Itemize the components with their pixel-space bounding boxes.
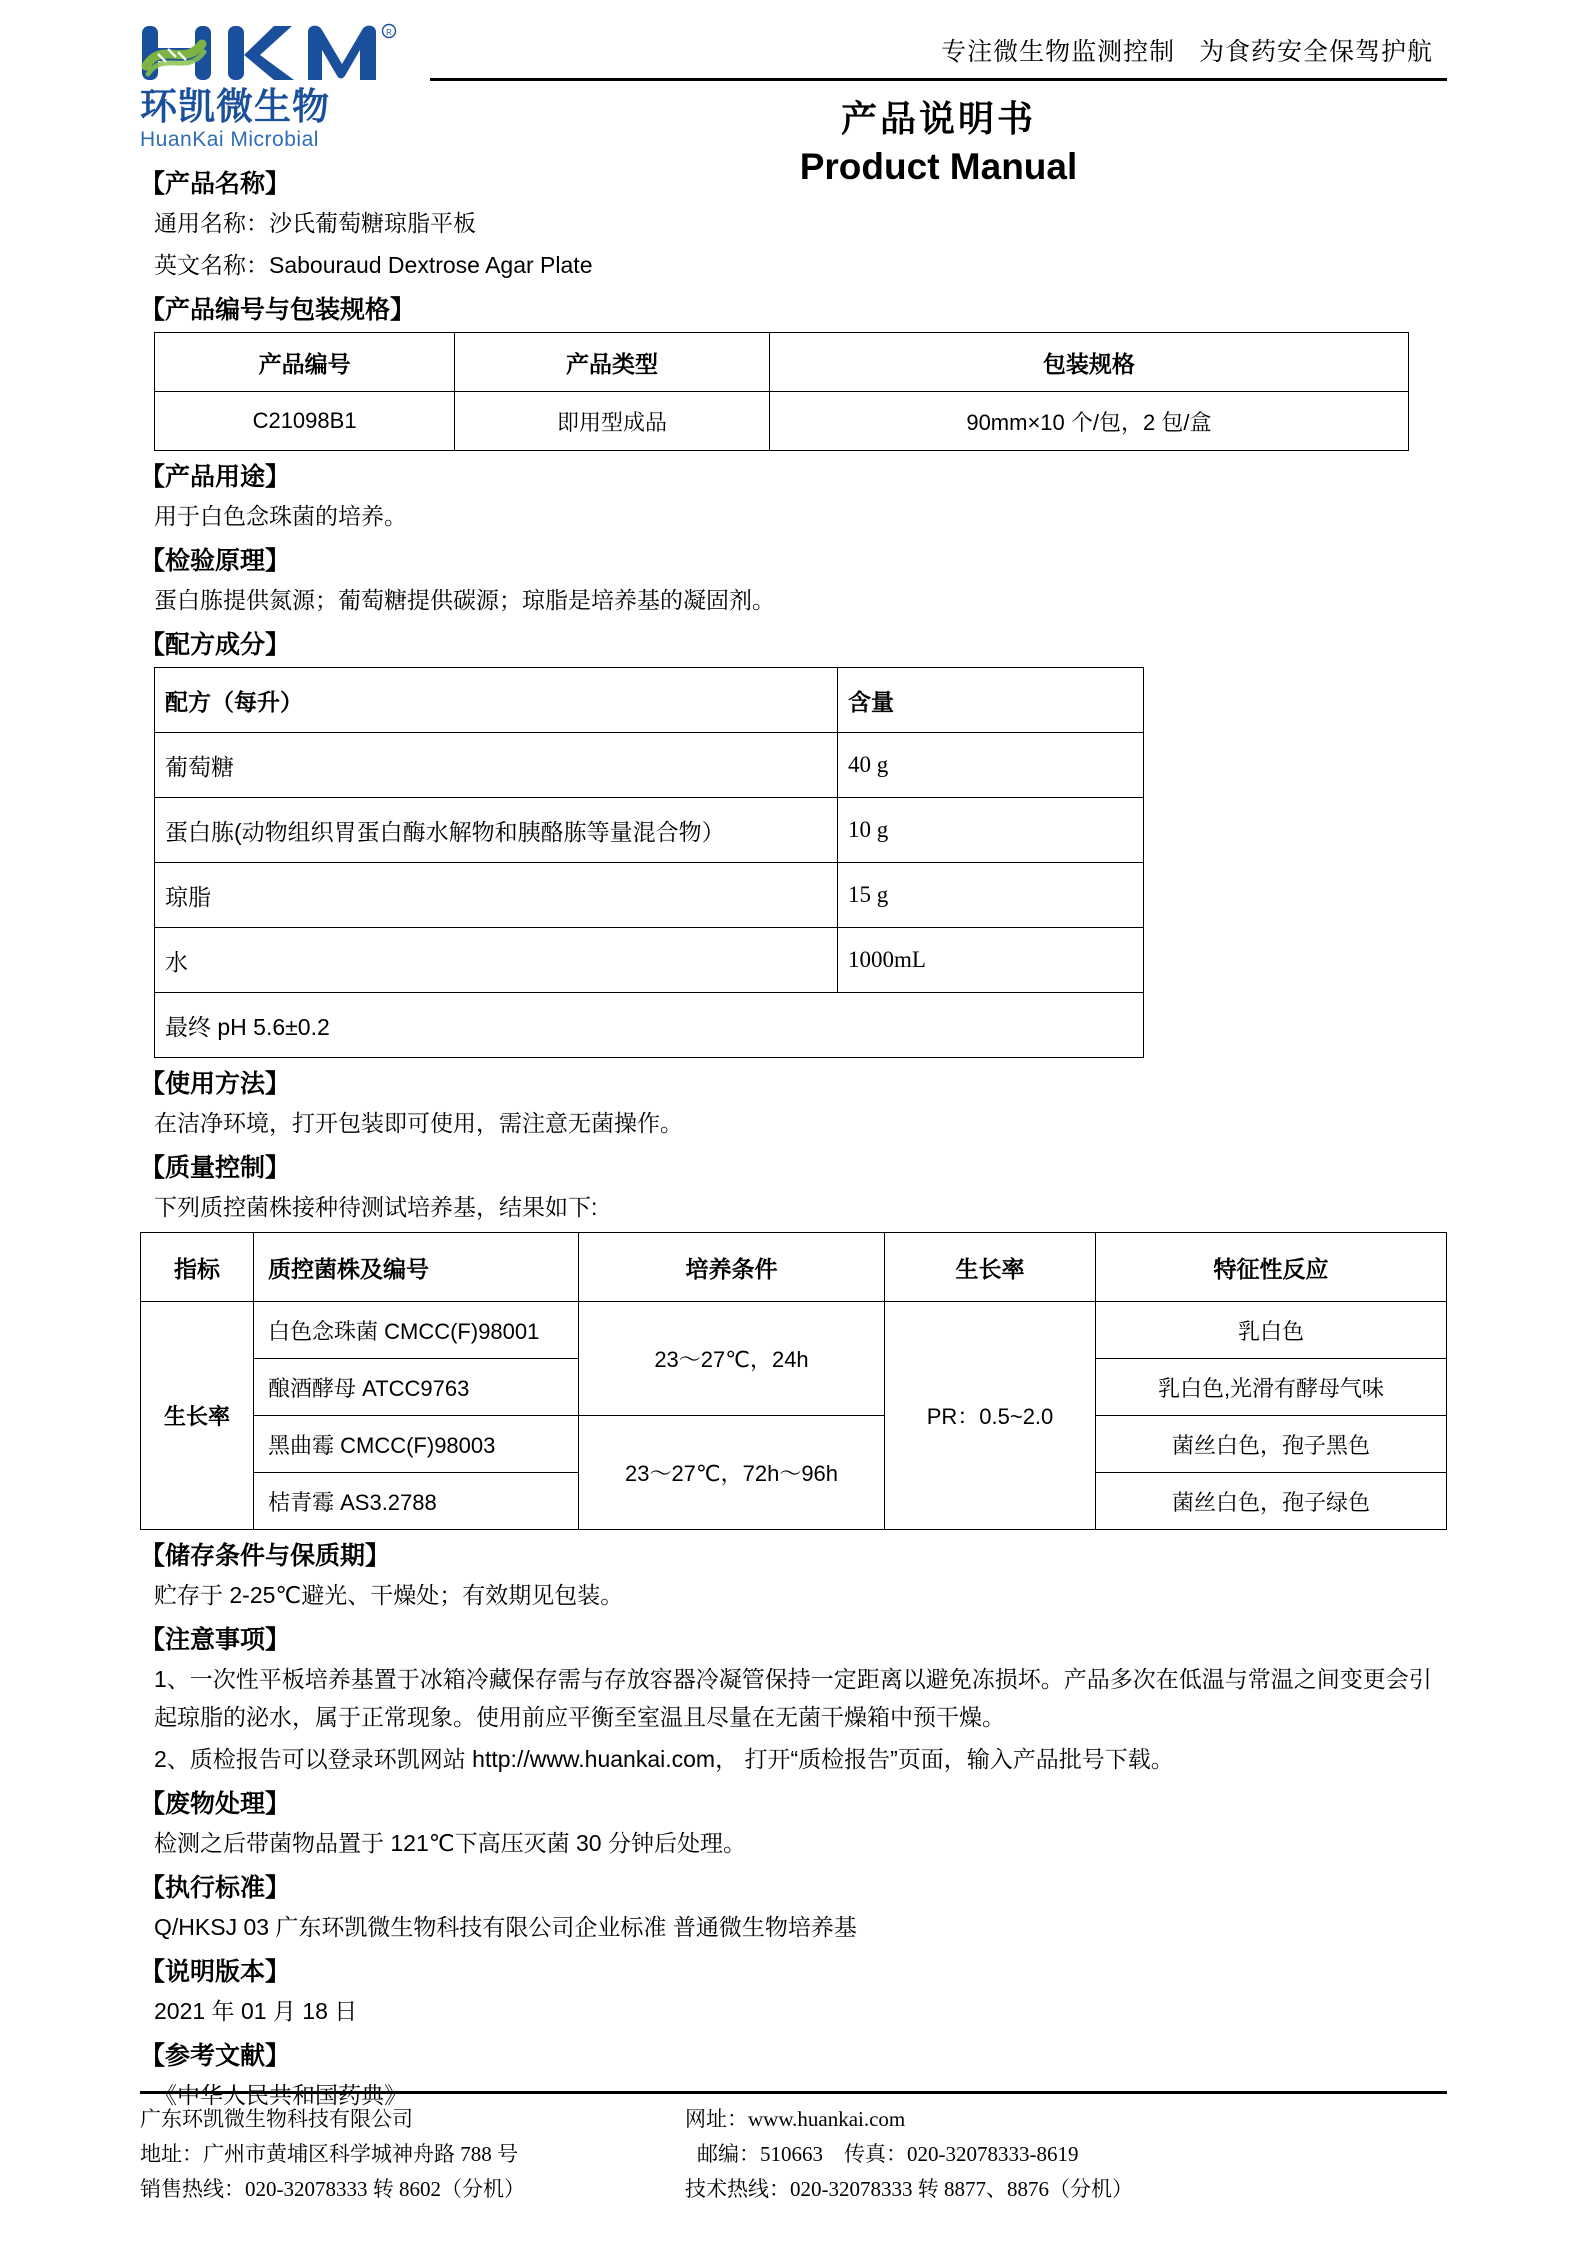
qc-col-growth-rate: 生长率 (885, 1233, 1096, 1302)
footer-website: 网址：www.huankai.com (685, 2107, 906, 2131)
formula-amount-agar: 15 g (838, 863, 1144, 928)
section-heading-precautions: 【注意事项】 (140, 1626, 291, 1654)
qc-strain-3: 黑曲霉 CMCC(F)98003 (254, 1416, 579, 1473)
english-name-value: Sabouraud Dextrose Agar Plate (269, 252, 593, 278)
qc-condition-1: 23～27℃，24h (579, 1302, 885, 1416)
common-name-value: 沙氏葡萄糖琼脂平板 (269, 210, 476, 236)
section-heading-usage: 【产品用途】 (140, 463, 291, 491)
section-heading-formula: 【配方成分】 (140, 631, 291, 659)
page-title-cn: 产品说明书 (840, 98, 1036, 139)
qc-reaction-4: 菌丝白色，孢子绿色 (1096, 1473, 1447, 1530)
precaution-item-1: 1、一次性平板培养基置于冰箱冷藏保存需与存放容器冷凝管保持一定距离以避免冻损坏。产品多次在低温与常温之间变更会引起琼脂的泌水，属于正常现象。使用前应平衡至室温且尽量在无菌干燥箱中预干燥。 (154, 1666, 1432, 1730)
table-row (155, 798, 1144, 863)
usage-text: 用于白色念珠菌的培养。 (154, 503, 407, 529)
qc-reaction-2: 乳白色,光滑有酵母气味 (1096, 1359, 1447, 1416)
formula-amount-glucose: 40 g (838, 733, 1144, 798)
qc-col-reaction: 特征性反应 (1096, 1233, 1447, 1302)
qc-strain-4: 桔青霉 AS3.2788 (254, 1473, 579, 1530)
formula-amount-peptone: 10 g (838, 798, 1144, 863)
qc-reaction-3: 菌丝白色，孢子黑色 (1096, 1416, 1447, 1473)
spec-col-code: 产品编号 (155, 333, 455, 392)
section-heading-spec: 【产品编号与包装规格】 (140, 296, 416, 324)
section-heading-method: 【使用方法】 (140, 1070, 291, 1098)
table-row (155, 928, 1144, 993)
common-name-line (154, 204, 1447, 242)
precaution-item-2: 2、质检报告可以登录环凯网站 http://www.huankai.com， 打开“质检报告”页面，输入产品批号下载。 (154, 1746, 1174, 1772)
hkm-logo-icon (140, 22, 425, 84)
qc-growth-rate-value: PR：0.5~2.0 (885, 1302, 1096, 1530)
standard-text: Q/HKSJ 03 广东环凯微生物科技有限公司企业标准 普通微生物培养基 (154, 1914, 857, 1940)
quality-control-intro: 下列质控菌株接种待测试培养基，结果如下: (154, 1194, 598, 1220)
table-header-row (141, 1233, 1447, 1302)
spec-col-type: 产品类型 (455, 333, 770, 392)
qc-indicator-value: 生长率 (141, 1302, 254, 1530)
section-heading-reference: 【参考文献】 (140, 2042, 291, 2070)
table-row (141, 1416, 1447, 1473)
formula-table (154, 667, 1144, 1058)
spec-col-package: 包装规格 (769, 333, 1408, 392)
section-heading-waste: 【废物处理】 (140, 1790, 291, 1818)
section-heading-quality-control: 【质量控制】 (140, 1154, 291, 1182)
storage-text: 贮存于 2-25℃避光、干燥处；有效期见包装。 (154, 1582, 624, 1608)
quality-control-table (140, 1232, 1447, 1530)
formula-ph-value: 最终 pH 5.6±0.2 (155, 993, 1144, 1058)
header-right (430, 0, 1447, 188)
formula-name-peptone: 蛋白胨(动物组织胃蛋白酶水解物和胰酪胨等量混合物） (155, 798, 838, 863)
spec-value-code: C21098B1 (155, 392, 455, 451)
spec-table (154, 332, 1409, 451)
section-heading-standard: 【执行标准】 (140, 1874, 291, 1902)
reference-text: 《中华人民共和国药典》 (154, 2082, 407, 2108)
qc-col-condition: 培养条件 (579, 1233, 885, 1302)
table-row (141, 1302, 1447, 1359)
hkm-logo-mark (140, 22, 430, 84)
footer-sales-hotline: 销售热线：020-32078333 转 8602（分机） (140, 2177, 525, 2201)
table-row (155, 863, 1144, 928)
company-slogan: 专注微生物监测控制 为食药安全保驾护航 (941, 38, 1433, 66)
formula-col-amount: 含量 (838, 668, 1144, 733)
qc-reaction-1: 乳白色 (1096, 1302, 1447, 1359)
waste-text: 检测之后带菌物品置于 121℃下高压灭菌 30 分钟后处理。 (154, 1830, 746, 1856)
table-row (155, 733, 1144, 798)
footer-column-left (140, 2102, 685, 2207)
document-content (140, 164, 1447, 2114)
common-name-label: 通用名称： (154, 210, 269, 236)
principle-text: 蛋白胨提供氮源；葡萄糖提供碳源；琼脂是培养基的凝固剂。 (154, 587, 775, 613)
section-heading-version: 【说明版本】 (140, 1958, 291, 1986)
header-divider (430, 78, 1447, 81)
section-heading-product-name: 【产品名称】 (140, 170, 291, 198)
spec-value-type: 即用型成品 (455, 392, 770, 451)
formula-name-water: 水 (155, 928, 838, 993)
footer-column-right (685, 2102, 1447, 2207)
qc-col-strain: 质控菌株及编号 (254, 1233, 579, 1302)
logo-company-cn: 环凯微生物 (140, 86, 330, 127)
qc-condition-2: 23～27℃，72h～96h (579, 1416, 885, 1530)
qc-col-indicator: 指标 (141, 1233, 254, 1302)
method-text: 在洁净环境，打开包装即可使用，需注意无菌操作。 (154, 1110, 683, 1136)
formula-amount-water: 1000mL (838, 928, 1144, 993)
company-logo (140, 0, 430, 152)
english-name-line (154, 246, 1447, 284)
table-header-row (155, 333, 1409, 392)
footer-divider (140, 2091, 1447, 2094)
qc-strain-1: 白色念珠菌 CMCC(F)98001 (254, 1302, 579, 1359)
table-header-row (155, 668, 1144, 733)
english-name-label: 英文名称： (154, 252, 269, 278)
page-title-en: Product Manual (799, 146, 1078, 187)
svg-text:R: R (386, 28, 392, 37)
footer-tech-hotline: 技术热线：020-32078333 转 8877、8876（分机） (685, 2177, 1133, 2201)
formula-col-name: 配方（每升） (155, 668, 838, 733)
version-text: 2021 年 01 月 18 日 (154, 1998, 358, 2024)
formula-name-glucose: 葡萄糖 (155, 733, 838, 798)
table-row-ph (155, 993, 1144, 1058)
footer-zip-fax: 邮编：510663 传真：020-32078333-8619 (697, 2142, 1079, 2166)
qc-strain-2: 酿酒酵母 ATCC9763 (254, 1359, 579, 1416)
logo-company-en: HuanKai Microbial (140, 128, 319, 151)
section-heading-storage: 【储存条件与保质期】 (140, 1542, 391, 1570)
footer-address: 地址：广州市黄埔区科学城神舟路 788 号 (140, 2142, 518, 2166)
table-row (155, 392, 1409, 451)
footer-contact-block (140, 2102, 1447, 2207)
section-heading-principle: 【检验原理】 (140, 547, 291, 575)
page-footer (140, 2091, 1447, 2207)
spec-value-package: 90mm×10 个/包，2 包/盒 (769, 392, 1408, 451)
footer-company-name: 广东环凯微生物科技有限公司 (140, 2107, 413, 2131)
formula-name-agar: 琼脂 (155, 863, 838, 928)
